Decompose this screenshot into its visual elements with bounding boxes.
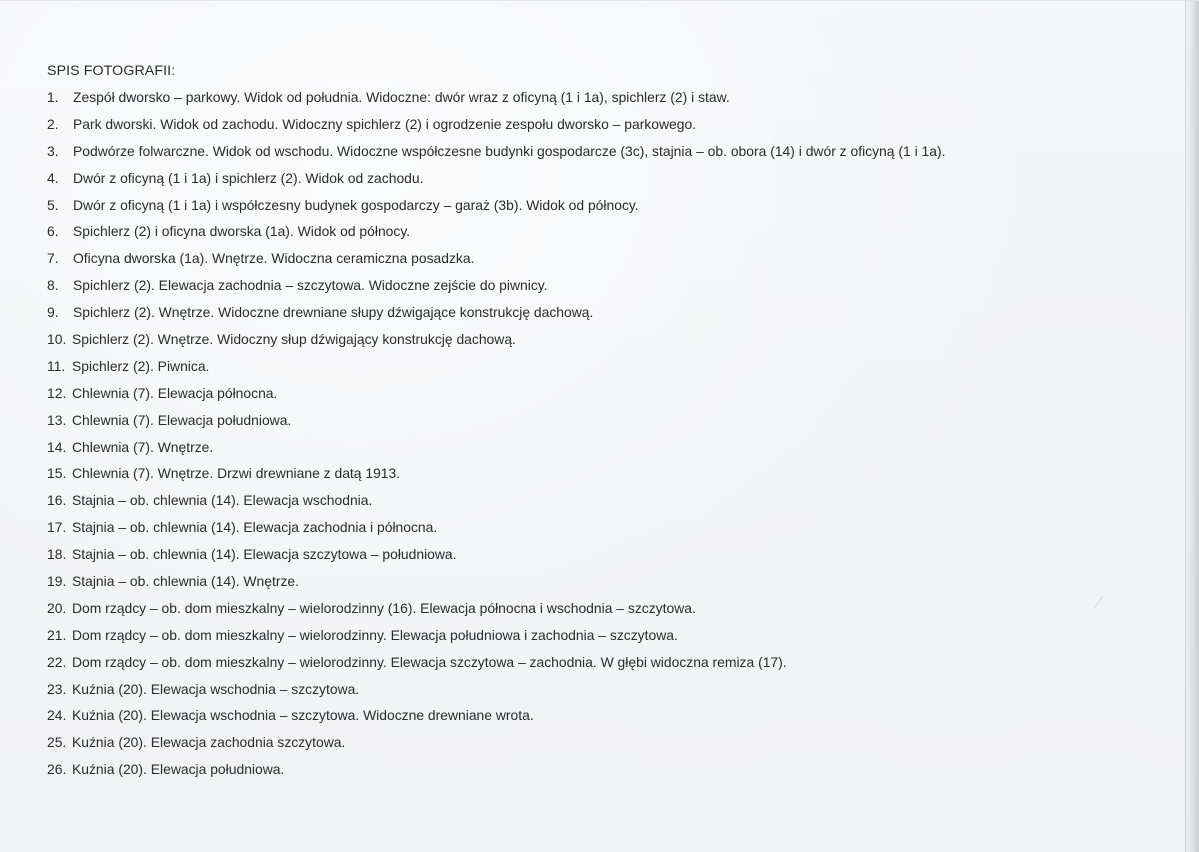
list-item-text: Chlewnia (7). Elewacja południowa. xyxy=(72,411,292,428)
list-item-number: 24. xyxy=(47,707,67,724)
list-item-text: Chlewnia (7). Wnętrze. xyxy=(72,438,214,455)
list-item-text: Chlewnia (7). Wnętrze. Drzwi drewniane z datą 1913. xyxy=(72,465,401,482)
list-item xyxy=(47,438,945,465)
list-item xyxy=(47,572,945,599)
list-item-text: Spichlerz (2). Elewacja zachodnia – szczytowa. Widoczne zejście do piwnicy. xyxy=(73,277,548,294)
list-item-number: 10. xyxy=(47,331,67,348)
list-item-number: 3. xyxy=(47,142,59,159)
list-item-text: Dwór z oficyną (1 i 1a) i spichlerz (2). Widok od zachodu. xyxy=(73,169,424,186)
list-item xyxy=(47,518,945,545)
list-item-text: Kuźnia (20). Elewacja południowa. xyxy=(72,761,285,778)
list-item xyxy=(47,276,945,303)
list-item xyxy=(47,196,945,223)
list-item xyxy=(47,680,945,707)
list-item xyxy=(47,303,945,330)
list-item-number: 9. xyxy=(47,304,59,321)
list-item-number: 22. xyxy=(47,653,67,670)
list-item xyxy=(47,464,945,491)
list-item-number: 26. xyxy=(47,761,67,778)
list-item-number: 21. xyxy=(47,626,67,643)
list-item-text: Dom rządcy – ob. dom mieszkalny – wielorodzinny (16). Elewacja północna i wschodnia – szczytowa. xyxy=(72,599,696,616)
list-item-text: Dom rządcy – ob. dom mieszkalny – wielorodzinny. Elewacja południowa i zachodnia – szczytowa. xyxy=(72,626,678,643)
list-item-number: 14. xyxy=(47,438,67,455)
list-item xyxy=(47,760,945,787)
page-edge-line xyxy=(1185,1,1186,852)
photo-list xyxy=(47,88,945,787)
list-item xyxy=(47,599,945,626)
list-item xyxy=(47,357,945,384)
list-item-number: 20. xyxy=(47,599,67,616)
list-item xyxy=(47,384,945,411)
list-item xyxy=(47,142,945,169)
list-item-text: Kuźnia (20). Elewacja wschodnia – szczytowa. Widoczne drewniane wrota. xyxy=(72,707,534,724)
list-item-number: 13. xyxy=(47,411,67,428)
list-item-number: 12. xyxy=(47,384,67,401)
list-item xyxy=(47,249,945,276)
list-item-text: Park dworski. Widok od zachodu. Widoczny spichlerz (2) i ogrodzenie zespołu dworsko – parkowego. xyxy=(73,115,697,132)
list-item-text: Oficyna dworska (1a). Wnętrze. Widoczna ceramiczna posadzka. xyxy=(73,250,475,267)
list-item xyxy=(47,733,945,760)
list-item-text: Stajnia – ob. chlewnia (14). Elewacja wschodnia. xyxy=(72,492,373,509)
list-item-number: 5. xyxy=(47,196,59,213)
list-item-text: Kuźnia (20). Elewacja wschodnia – szczytowa. xyxy=(72,680,360,697)
document-title: SPIS FOTOGRAFII: xyxy=(47,63,176,79)
list-item-text: Stajnia – ob. chlewnia (14). Elewacja szczytowa – południowa. xyxy=(72,546,457,563)
list-item-text: Kuźnia (20). Elewacja zachodnia szczytowa. xyxy=(72,734,346,751)
list-item-text: Stajnia – ob. chlewnia (14). Wnętrze. xyxy=(72,573,299,590)
list-item xyxy=(47,115,945,142)
list-item-number: 25. xyxy=(47,734,67,751)
paper-speck xyxy=(1094,596,1103,608)
list-item xyxy=(47,491,945,518)
list-item-number: 4. xyxy=(47,169,59,186)
list-item-number: 19. xyxy=(47,573,67,590)
list-item-number: 17. xyxy=(47,519,67,536)
list-item-number: 16. xyxy=(47,492,67,509)
list-item xyxy=(47,330,945,357)
list-item-number: 7. xyxy=(47,250,59,267)
list-item-text: Dwór z oficyną (1 i 1a) i współczesny budynek gospodarczy – garaż (3b). Widok od północy. xyxy=(73,196,639,213)
list-item xyxy=(47,411,945,438)
list-item-number: 23. xyxy=(47,680,67,697)
list-item-number: 6. xyxy=(47,223,59,240)
list-item xyxy=(47,626,945,653)
list-item-text: Spichlerz (2). Wnętrze. Widoczny słup dźwigający konstrukcję dachową. xyxy=(72,331,516,348)
list-item-number: 8. xyxy=(47,277,59,294)
list-item-text: Spichlerz (2). Piwnica. xyxy=(72,357,210,374)
list-item-text: Stajnia – ob. chlewnia (14). Elewacja zachodnia i północna. xyxy=(72,519,438,536)
list-item-text: Podwórze folwarczne. Widok od wschodu. Widoczne współczesne budynki gospodarcze (3c), stajnia – ob. obora (14) i dwór z oficyną (1 i 1a). xyxy=(73,142,946,159)
list-item xyxy=(47,88,945,115)
list-item xyxy=(47,653,945,680)
list-item-text: Spichlerz (2). Wnętrze. Widoczne drewniane słupy dźwigające konstrukcję dachową. xyxy=(73,304,594,321)
list-item xyxy=(47,545,945,572)
list-item-text: Spichlerz (2) i oficyna dworska (1a). Widok od północy. xyxy=(73,223,411,240)
list-item-text: Chlewnia (7). Elewacja północna. xyxy=(72,384,278,401)
list-item-number: 1. xyxy=(47,89,59,105)
list-item-number: 11. xyxy=(47,357,66,374)
list-item-number: 2. xyxy=(47,115,59,132)
list-item-text: Dom rządcy – ob. dom mieszkalny – wielorodzinny. Elewacja szczytowa – zachodnia. W głębi widoczna remiza (17). xyxy=(72,653,787,670)
page-edge-shadow xyxy=(1185,1,1199,852)
list-item-text: Zespół dworsko – parkowy. Widok od południa. Widoczne: dwór wraz z oficyną (1 i 1a), spichlerz (2) i staw. xyxy=(73,89,730,105)
list-item-number: 15. xyxy=(47,465,67,482)
list-item xyxy=(47,706,945,733)
list-item xyxy=(47,169,945,196)
list-item xyxy=(47,222,945,249)
list-item-number: 18. xyxy=(47,546,67,563)
